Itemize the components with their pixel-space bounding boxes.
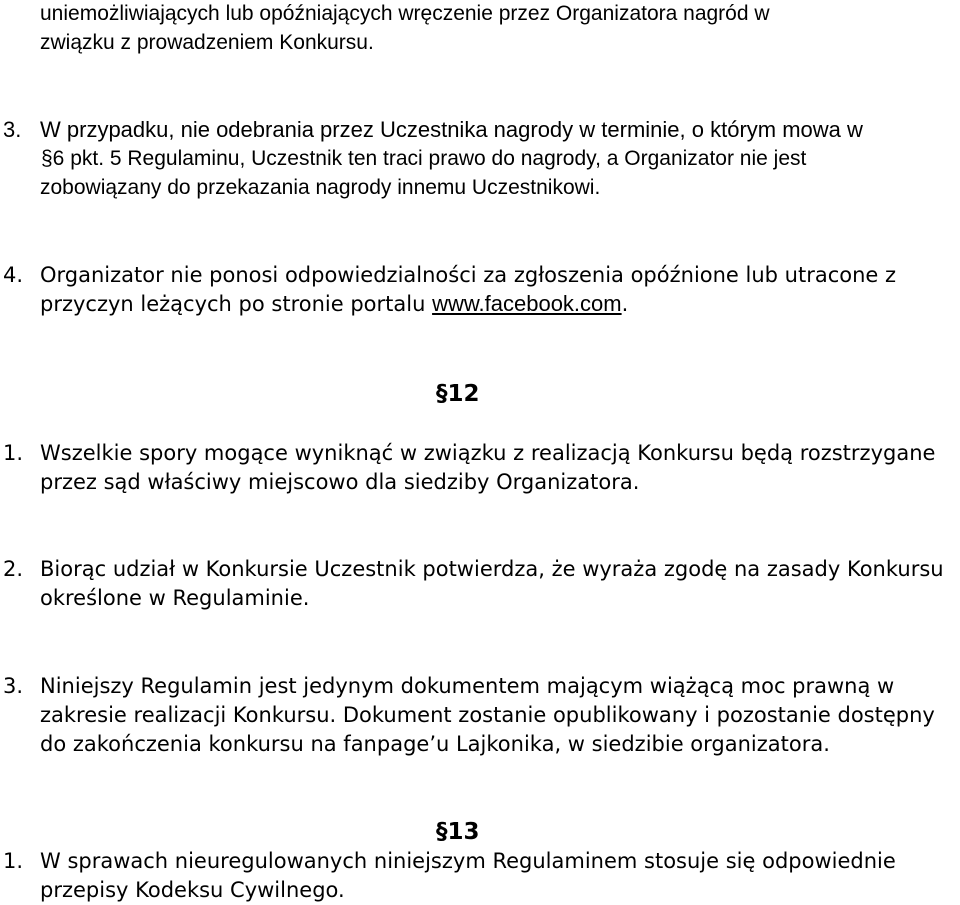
paragraph-text: .: [621, 292, 629, 316]
paragraph-line: zakresie realizacji Konkursu. Dokument zostanie opublikowany i pozostanie dostępny: [40, 703, 935, 727]
list-text: Biorąc udział w Konkursie Uczestnik potwierdza, że wyraża zgodę na zasady Konkursu: [40, 557, 944, 581]
paragraph-line: określone w Regulaminie.: [40, 586, 310, 610]
list-number: 3.: [3, 117, 22, 142]
section-heading-12: §12: [436, 381, 480, 407]
paragraph-line: do zakończenia konkursu na fanpage’u Lajkonika, w siedzibie organizatora.: [40, 732, 830, 756]
list-number: 2.: [3, 557, 24, 581]
list-number: 1.: [3, 849, 24, 873]
paragraph-line: przepisy Kodeksu Cywilnego.: [40, 878, 345, 902]
facebook-link[interactable]: www.facebook.com: [432, 291, 622, 316]
paragraph-line: §6 pkt. 5 Regulaminu, Uczestnik ten traci prawo do nagrody, a Organizator nie jest: [41, 147, 807, 170]
list-number: 4.: [3, 263, 24, 287]
list-text: Organizator nie ponosi odpowiedzialności za zgłoszenia opóźnione lub utracone z: [40, 263, 897, 287]
list-number: 1.: [3, 441, 24, 465]
list-number: 3.: [3, 674, 24, 698]
paragraph-line: uniemożliwiających lub opóźniających wręczenie przez Organizatora nagród w: [40, 2, 770, 25]
paragraph-line: związku z prowadzeniem Konkursu.: [40, 31, 374, 54]
list-text: W sprawach nieuregulowanych niniejszym Regulaminem stosuje się odpowiednie: [40, 849, 896, 873]
paragraph-line: zobowiązany do przekazania nagrody innemu Uczestnikowi.: [40, 176, 601, 199]
paragraph-line: przez sąd właściwy miejscowo dla siedziby Organizatora.: [40, 470, 640, 494]
list-text: Wszelkie spory mogące wyniknąć w związku z realizacją Konkursu będą rozstrzygane: [40, 441, 936, 465]
paragraph-line: [40, 290, 628, 318]
list-text: Niniejszy Regulamin jest jedynym dokumentem mającym wiążącą moc prawną w: [40, 674, 895, 698]
paragraph-text: przyczyn leżących po stronie portalu: [40, 292, 433, 316]
list-text: W przypadku, nie odebrania przez Uczestnika nagrody w terminie, o którym mowa w: [40, 117, 863, 142]
section-heading-13: §13: [436, 819, 480, 845]
